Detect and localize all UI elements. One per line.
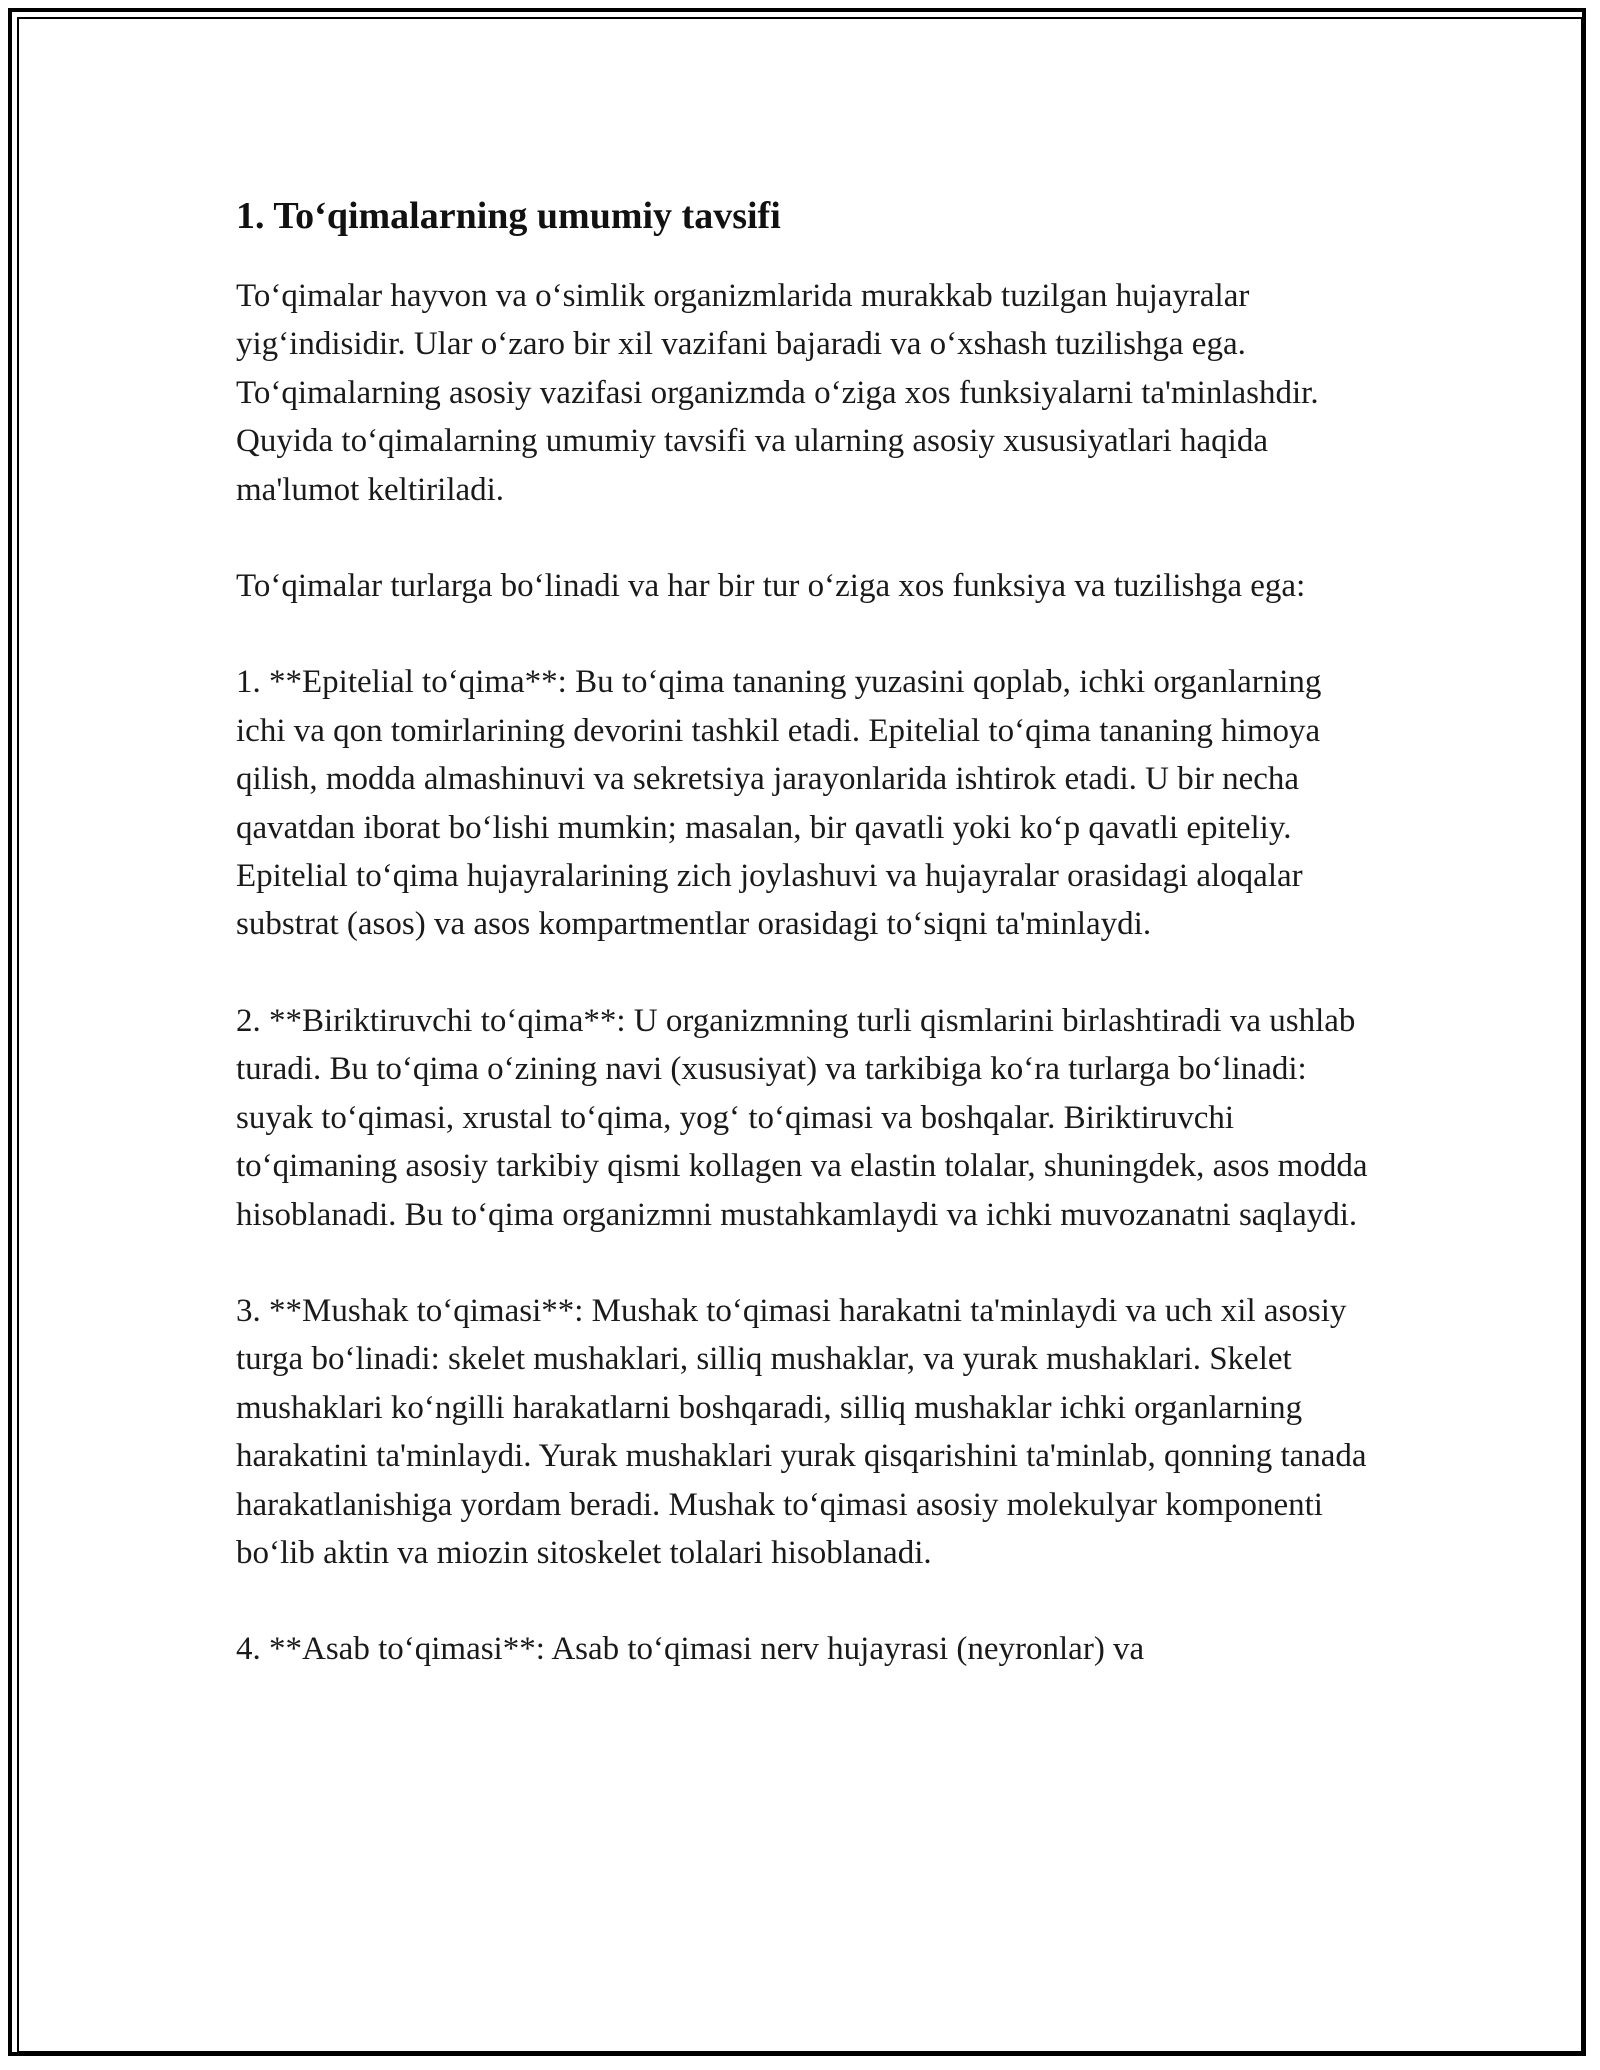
paragraph-intro: To‘qimalar hayvon va o‘simlik organizmlarida murakkab tuzilgan hujayralar yig‘indisidir. Ular o‘zaro bir xil vazifani bajaradi va o‘xshash tuzilishga ega. To‘qimalarning asosiy vazifasi organizmda o‘ziga xos funksiyalarni ta'minlashdir. Quyida to‘qimalarning umumiy tavsifi va ularning asosiy xususiyatlari haqida ma'lumot keltiriladi. <box>236 278 1319 508</box>
paragraph-nervous: 4. **Asab to‘qimasi**: Asab to‘qimasi nerv hujayrasi (neyronlar) va <box>236 1631 1145 1668</box>
section-heading: 1. To‘qimalarning umumiy tavsifi <box>236 195 781 237</box>
paragraph-types-intro: To‘qimalar turlarga bo‘linadi va har bir tur o‘ziga xos funksiya va tuzilishga ega: <box>236 568 1306 605</box>
paragraph-epithelial: 1. **Epitelial to‘qima**: Bu to‘qima tananing yuzasini qoplab, ichki organlarning ichi va qon tomirlarining devorini tashkil etadi. Epitelial to‘qima tananing himoya qilish, modda almashinuvi va sekretsiya jarayonlarida ishtirok etadi. U bir necha qavatdan iborat bo‘lishi mumkin; masalan, bir qavatli yoki ko‘p qavatli epiteliy. Epitelial to‘qima hujayralarining zich joylashuvi va hujayralar orasidagi aloqalar substrat (asos) va asos kompartmentlar orasidagi to‘siqni ta'minlaydi. <box>236 664 1322 943</box>
paragraph-connective: 2. **Biriktiruvchi to‘qima**: U organizmning turli qismlarini birlashtiradi va ushlab turadi. Bu to‘qima o‘zining navi (xususiyat) va tarkibiga ko‘ra turlarga bo‘linadi: suyak to‘qimasi, xrustal to‘qima, yog‘ to‘qimasi va boshqalar. Biriktiruvchi to‘qimaning asosiy tarkibiy qismi kollagen va elastin tolalar, shuningdek, asos modda hisoblanadi. Bu to‘qima organizmni mustahkamlaydi va ichki muvozanatni saqlaydi. <box>236 1002 1368 1233</box>
document-body <box>236 188 1376 1674</box>
paragraph-muscle: 3. **Mushak to‘qimasi**: Mushak to‘qimasi harakatni ta'minlaydi va uch xil asosiy turga bo‘linadi: skelet mushaklari, silliq mushaklar, va yurak mushaklari. Skelet mushaklari ko‘ngilli harakatlarni boshqaradi, silliq mushaklar ichki organlarning harakatini ta'minlaydi. Yurak mushaklari yurak qisqarishini ta'minlab, qonning tanada harakatlanishiga yordam beradi. Mushak to‘qimasi asosiy molekulyar komponenti bo‘lib aktin va miozin sitoskelet tolalari hisoblanadi. <box>236 1292 1367 1571</box>
